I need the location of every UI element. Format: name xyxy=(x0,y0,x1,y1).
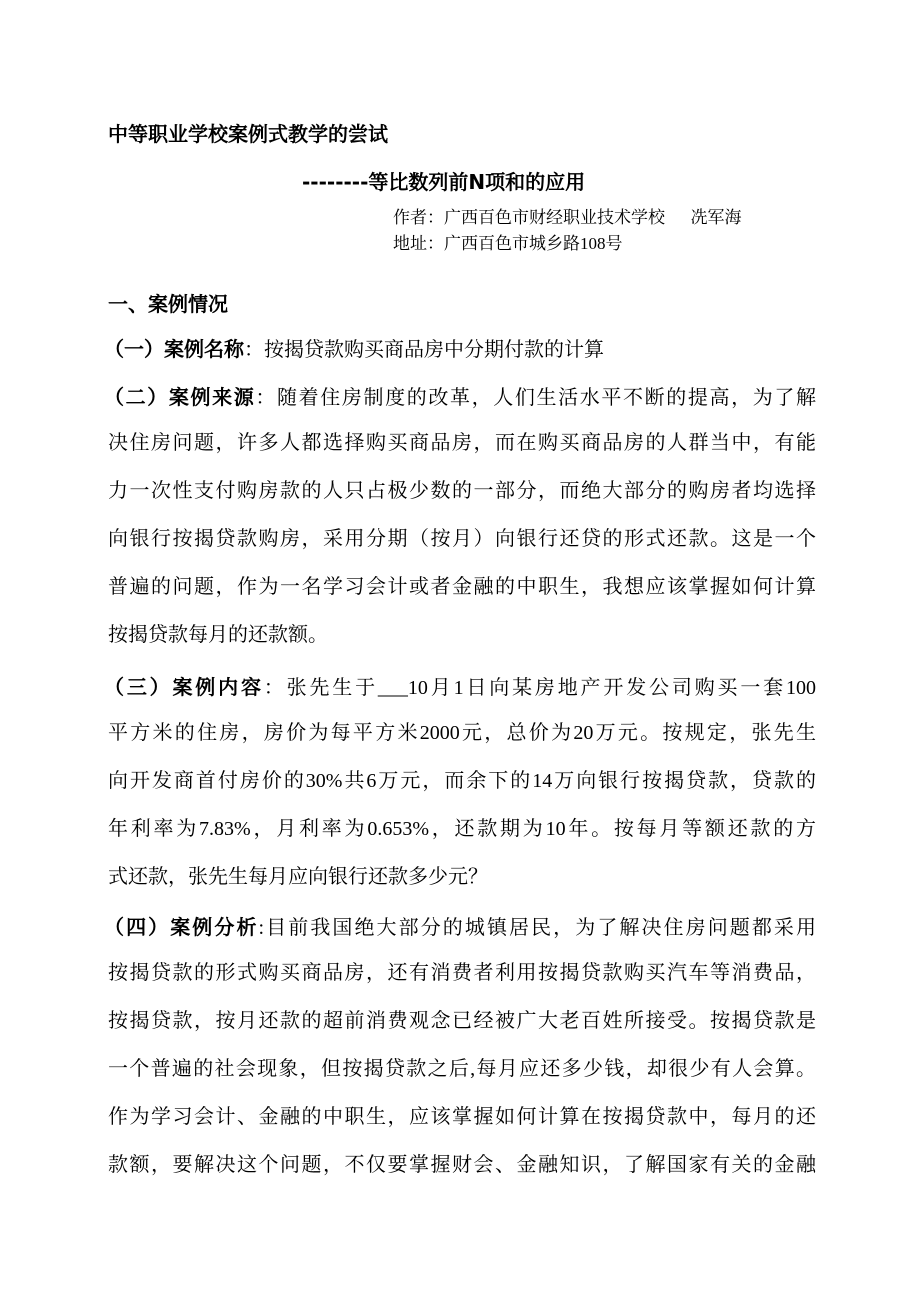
paragraph-label: （一）案例名称 xyxy=(104,337,244,361)
paragraph-line xyxy=(108,429,816,457)
section-heading: 一、案例情况 xyxy=(108,292,228,316)
paragraph-line xyxy=(108,573,816,601)
document-title: 中等职业学校案例式教学的尝试 xyxy=(108,122,388,146)
paragraph-line xyxy=(108,767,816,795)
paragraph-text: ：随着住房制度的改革，人们生活水平不断的提高，为了解 xyxy=(255,387,816,409)
paragraph-line xyxy=(108,815,816,843)
author-line: 作者：广西百色市财经职业技术学校 冼军海 xyxy=(393,208,742,227)
paragraph-line xyxy=(108,719,816,747)
paragraph-text: 一个普遍的社会现象，但按揭贷款之后,每月应还多少钱，却很少有人会算。 xyxy=(108,1058,816,1080)
paragraph-line xyxy=(108,1007,816,1035)
paragraph-line xyxy=(108,1055,816,1083)
paragraph-line xyxy=(108,525,816,553)
paragraph-text: 按揭贷款的形式购买商品房，还有消费者利用按揭贷款购买汽车等消费品， xyxy=(108,962,816,984)
paragraph-text: 力一次性支付购房款的人只占极少数的一部分，而绝大部分的购房者均选择 xyxy=(108,480,816,502)
paragraph-text: :目前我国绝大部分的城镇居民，为了解决住房问题都采用 xyxy=(258,917,817,939)
paragraph-text: 向银行按揭贷款购房，采用分期（按月）向银行还贷的形式还款。这是一个 xyxy=(108,528,816,550)
paragraph-line xyxy=(104,381,816,412)
address-line: 地址：广西百色市城乡路108号 xyxy=(393,234,623,253)
paragraph-text: 款额，要解决这个问题，不仅要掌握财会、金融知识，了解国家有关的金融 xyxy=(108,1154,816,1176)
paragraph-text: 平方米的住房，房价为每平方米2000元，总价为20万元。按规定，张先生 xyxy=(108,722,816,744)
paragraph-line xyxy=(108,863,816,891)
paragraph-line xyxy=(108,1103,816,1131)
paragraph-line xyxy=(108,477,816,505)
paragraph-text: 式还款，张先生每月应向银行还款多少元？ xyxy=(108,866,488,888)
paragraph-text: 作为学习会计、金融的中职生，应该掌握如何计算在按揭贷款中，每月的还 xyxy=(108,1106,816,1128)
paragraph-label: （二）案例来源 xyxy=(104,385,256,409)
paragraph-line xyxy=(104,911,816,942)
paragraph-text: 按揭贷款每月的还款额。 xyxy=(108,624,328,646)
paragraph-line xyxy=(108,959,816,987)
paragraph-text: ：按揭贷款购买商品房中分期付款的计算 xyxy=(244,339,604,361)
paragraph-line xyxy=(104,671,816,702)
paragraph-text: 向开发商首付房价的30%共6万元，而余下的14万向银行按揭贷款，贷款的 xyxy=(108,770,816,792)
paragraph-label: （四）案例分析 xyxy=(104,915,259,939)
paragraph-line xyxy=(108,1151,816,1179)
paragraph-text: ：张先生于___10月1日向某房地产开发公司购买一套100 xyxy=(263,677,817,699)
paragraph-text: 按揭贷款，按月还款的超前消费观念已经被广大老百姓所接受。按揭贷款是 xyxy=(108,1010,816,1032)
paragraph-line xyxy=(104,333,816,364)
paragraph-label: （三）案例内容 xyxy=(104,675,264,699)
document-subtitle: --------等比数列前N项和的应用 xyxy=(302,170,586,194)
paragraph-text: 普遍的问题，作为一名学习会计或者金融的中职生，我想应该掌握如何计算 xyxy=(108,576,816,598)
paragraph-line xyxy=(108,621,816,649)
paragraph-text: 年利率为7.83%，月利率为0.653%，还款期为10年。按每月等额还款的方 xyxy=(108,818,816,840)
paragraph-text: 决住房问题，许多人都选择购买商品房，而在购买商品房的人群当中，有能 xyxy=(108,432,816,454)
